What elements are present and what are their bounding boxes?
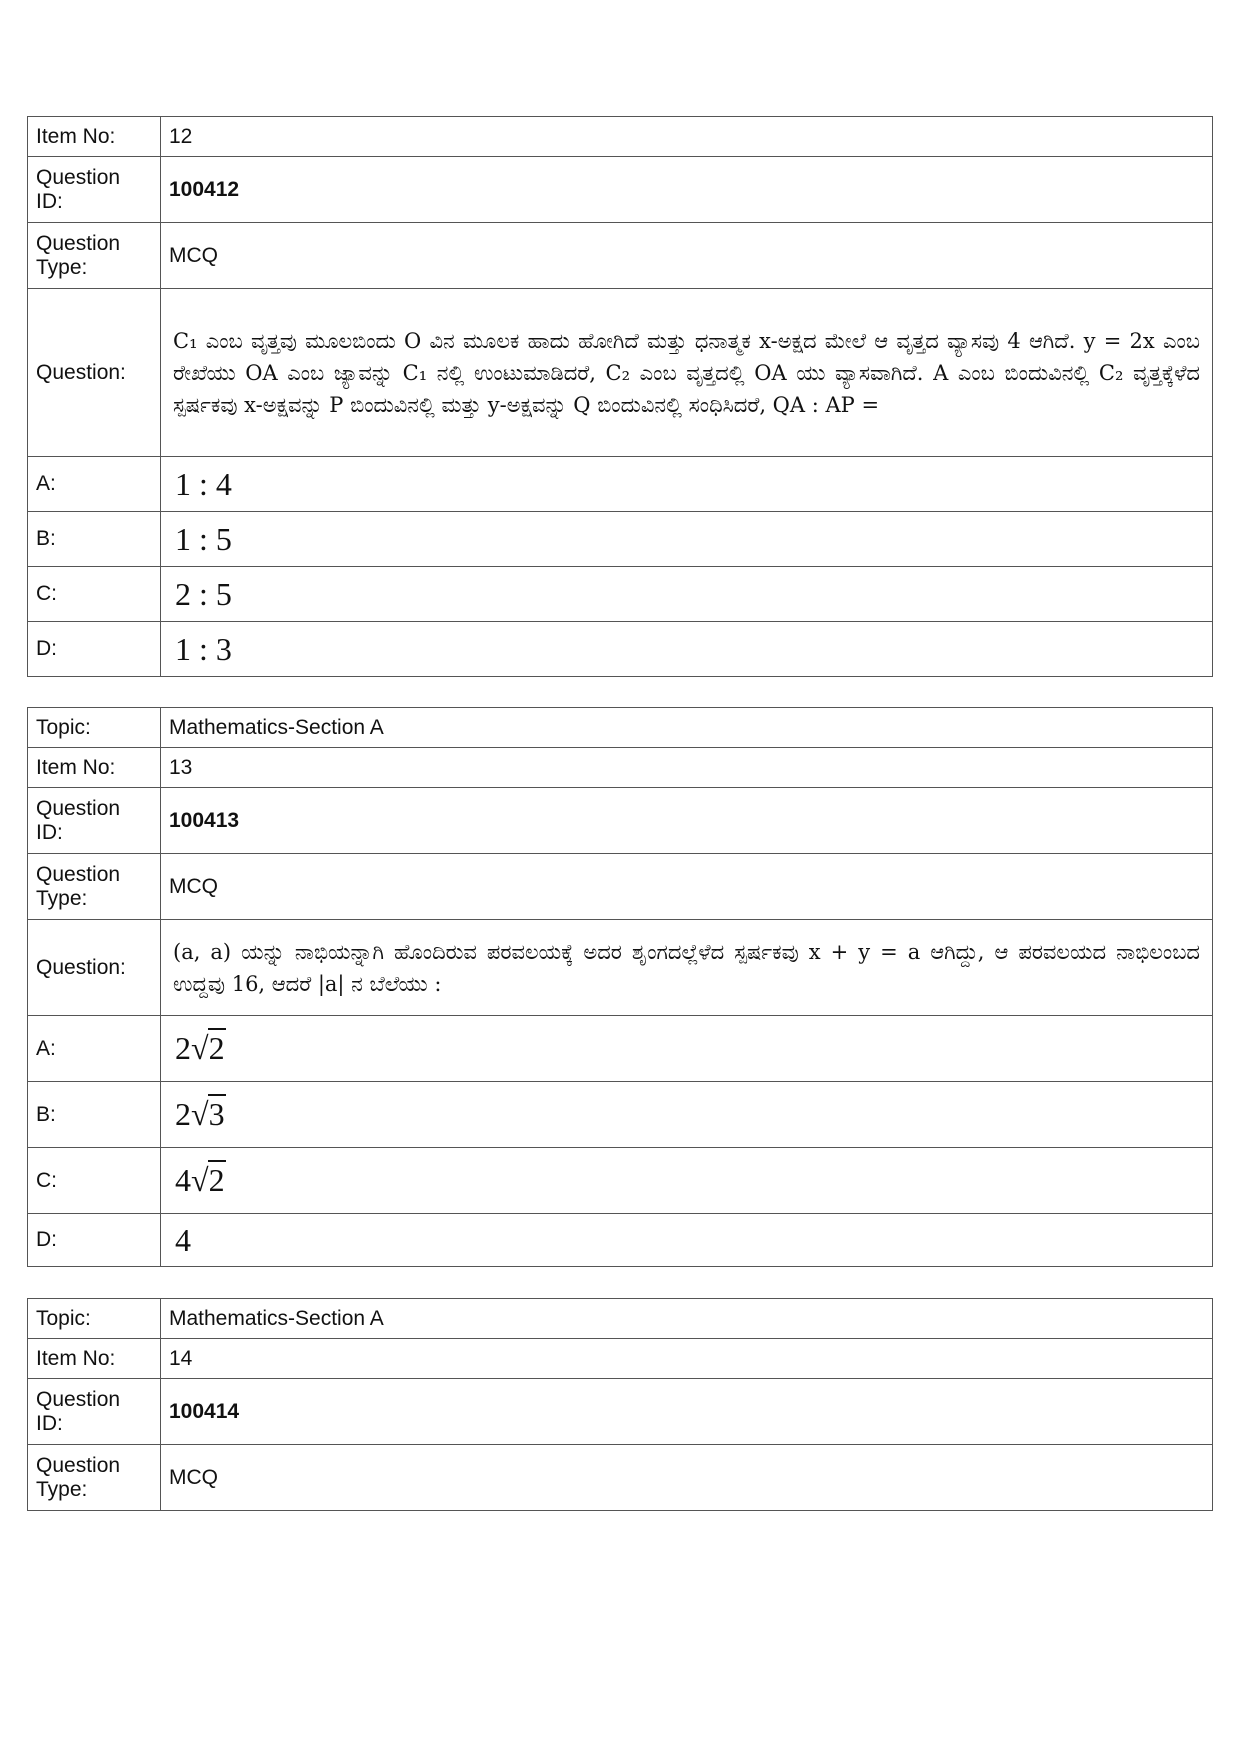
question-text: (a, a) ಯನ್ನು ನಾಭಿಯನ್ನಾಗಿ ಹೊಂದಿರುವ ಪರವಲಯಕ್ಕೆ ಅದರ ಶೃಂಗದಲ್ಲೆಳೆದ ಸ್ಪರ್ಷಕವು x + y = a ಆಗಿದ್ದು, ಆ ಪರವಲಯದ ನಾಭಿಲಂಬದ ಉದ್ದವು 16, ಆದರೆ |a| ನ ಬೆಲೆಯು : — [161, 920, 1213, 1016]
question-table-12 — [27, 116, 1213, 677]
coefficient: 2 — [175, 1096, 191, 1132]
option-b-value: 1 : 5 — [161, 512, 1213, 567]
option-c-label: C: — [28, 1148, 161, 1214]
option-c-label: C: — [28, 567, 161, 622]
question-row — [28, 289, 1213, 457]
option-b-value — [161, 1082, 1213, 1148]
option-row — [28, 567, 1213, 622]
item-no-row — [28, 1339, 1213, 1379]
option-a-label: A: — [28, 457, 161, 512]
question-type-label: Question Type: — [28, 854, 161, 920]
question-label: Question: — [28, 289, 161, 457]
option-c-value — [161, 1148, 1213, 1214]
item-no-label: Item No: — [28, 117, 161, 157]
option-a-value: 1 : 4 — [161, 457, 1213, 512]
item-no-value: 13 — [161, 748, 1213, 788]
question-id-row — [28, 157, 1213, 223]
question-id-value: 100412 — [161, 157, 1213, 223]
question-id-row — [28, 788, 1213, 854]
question-id-label: Question ID: — [28, 157, 161, 223]
item-no-value: 14 — [161, 1339, 1213, 1379]
option-row — [28, 457, 1213, 512]
option-d-value: 4 — [161, 1214, 1213, 1267]
item-no-label: Item No: — [28, 748, 161, 788]
question-type-value: MCQ — [161, 1445, 1213, 1511]
option-row — [28, 1214, 1213, 1267]
question-type-row — [28, 223, 1213, 289]
item-no-row — [28, 117, 1213, 157]
topic-label: Topic: — [28, 1299, 161, 1339]
question-label: Question: — [28, 920, 161, 1016]
question-id-label: Question ID: — [28, 1379, 161, 1445]
topic-row — [28, 1299, 1213, 1339]
question-type-row — [28, 1445, 1213, 1511]
question-type-row — [28, 854, 1213, 920]
topic-value: Mathematics-Section A — [161, 1299, 1213, 1339]
question-id-value: 100414 — [161, 1379, 1213, 1445]
question-id-label: Question ID: — [28, 788, 161, 854]
sqrt-expression: √2 — [191, 1162, 225, 1198]
option-row — [28, 512, 1213, 567]
question-id-value: 100413 — [161, 788, 1213, 854]
question-text: C₁ ಎಂಬ ವೃತ್ತವು ಮೂಲಬಿಂದು O ವಿನ ಮೂಲಕ ಹಾದು ಹೋಗಿದೆ ಮತ್ತು ಧನಾತ್ಮಕ x-ಅಕ್ಷದ ಮೇಲೆ ಆ ವೃತ್ತದ ವ್ಯಾಸವು 4 ಆಗಿದೆ. y = 2x ಎಂಬ ರೇಖೆಯು OA ಎಂಬ ಜ್ಯಾವನ್ನು C₁ ನಲ್ಲಿ ಉಂಟುಮಾಡಿದರೆ, C₂ ಎಂಬ ವೃತ್ತದಲ್ಲಿ OA ಯು ವ್ಯಾಸವಾಗಿದೆ. A ಎಂಬ ಬಿಂದುವಿನಲ್ಲಿ C₂ ವೃತ್ತಕ್ಕೆಳೆದ ಸ್ಪರ್ಷಕವು x-ಅಕ್ಷವನ್ನು P ಬಿಂದುವಿನಲ್ಲಿ ಮತ್ತು y-ಅಕ್ಷವನ್ನು Q ಬಿಂದುವಿನಲ್ಲಿ ಸಂಧಿಸಿದರೆ, QA : AP = — [161, 289, 1213, 457]
question-type-value: MCQ — [161, 223, 1213, 289]
option-row — [28, 1016, 1213, 1082]
option-a-label: A: — [28, 1016, 161, 1082]
question-type-label: Question Type: — [28, 223, 161, 289]
option-d-label: D: — [28, 1214, 161, 1267]
topic-label: Topic: — [28, 708, 161, 748]
topic-row — [28, 708, 1213, 748]
coefficient: 4 — [175, 1162, 191, 1198]
option-row — [28, 622, 1213, 677]
option-b-label: B: — [28, 1082, 161, 1148]
question-id-row — [28, 1379, 1213, 1445]
item-no-label: Item No: — [28, 1339, 161, 1379]
radicand: 3 — [208, 1096, 225, 1132]
question-row — [28, 920, 1213, 1016]
radicand: 2 — [208, 1030, 225, 1066]
option-b-label: B: — [28, 512, 161, 567]
item-no-value: 12 — [161, 117, 1213, 157]
option-c-value: 2 : 5 — [161, 567, 1213, 622]
option-d-label: D: — [28, 622, 161, 677]
option-row — [28, 1148, 1213, 1214]
coefficient: 2 — [175, 1030, 191, 1066]
question-table-14 — [27, 1298, 1213, 1511]
option-row — [28, 1082, 1213, 1148]
question-type-label: Question Type: — [28, 1445, 161, 1511]
radicand: 2 — [208, 1162, 225, 1198]
topic-value: Mathematics-Section A — [161, 708, 1213, 748]
question-table-13 — [27, 707, 1213, 1267]
option-d-value: 1 : 3 — [161, 622, 1213, 677]
sqrt-expression: √3 — [191, 1096, 225, 1132]
question-type-value: MCQ — [161, 854, 1213, 920]
item-no-row — [28, 748, 1213, 788]
option-a-value — [161, 1016, 1213, 1082]
sqrt-expression: √2 — [191, 1030, 225, 1066]
